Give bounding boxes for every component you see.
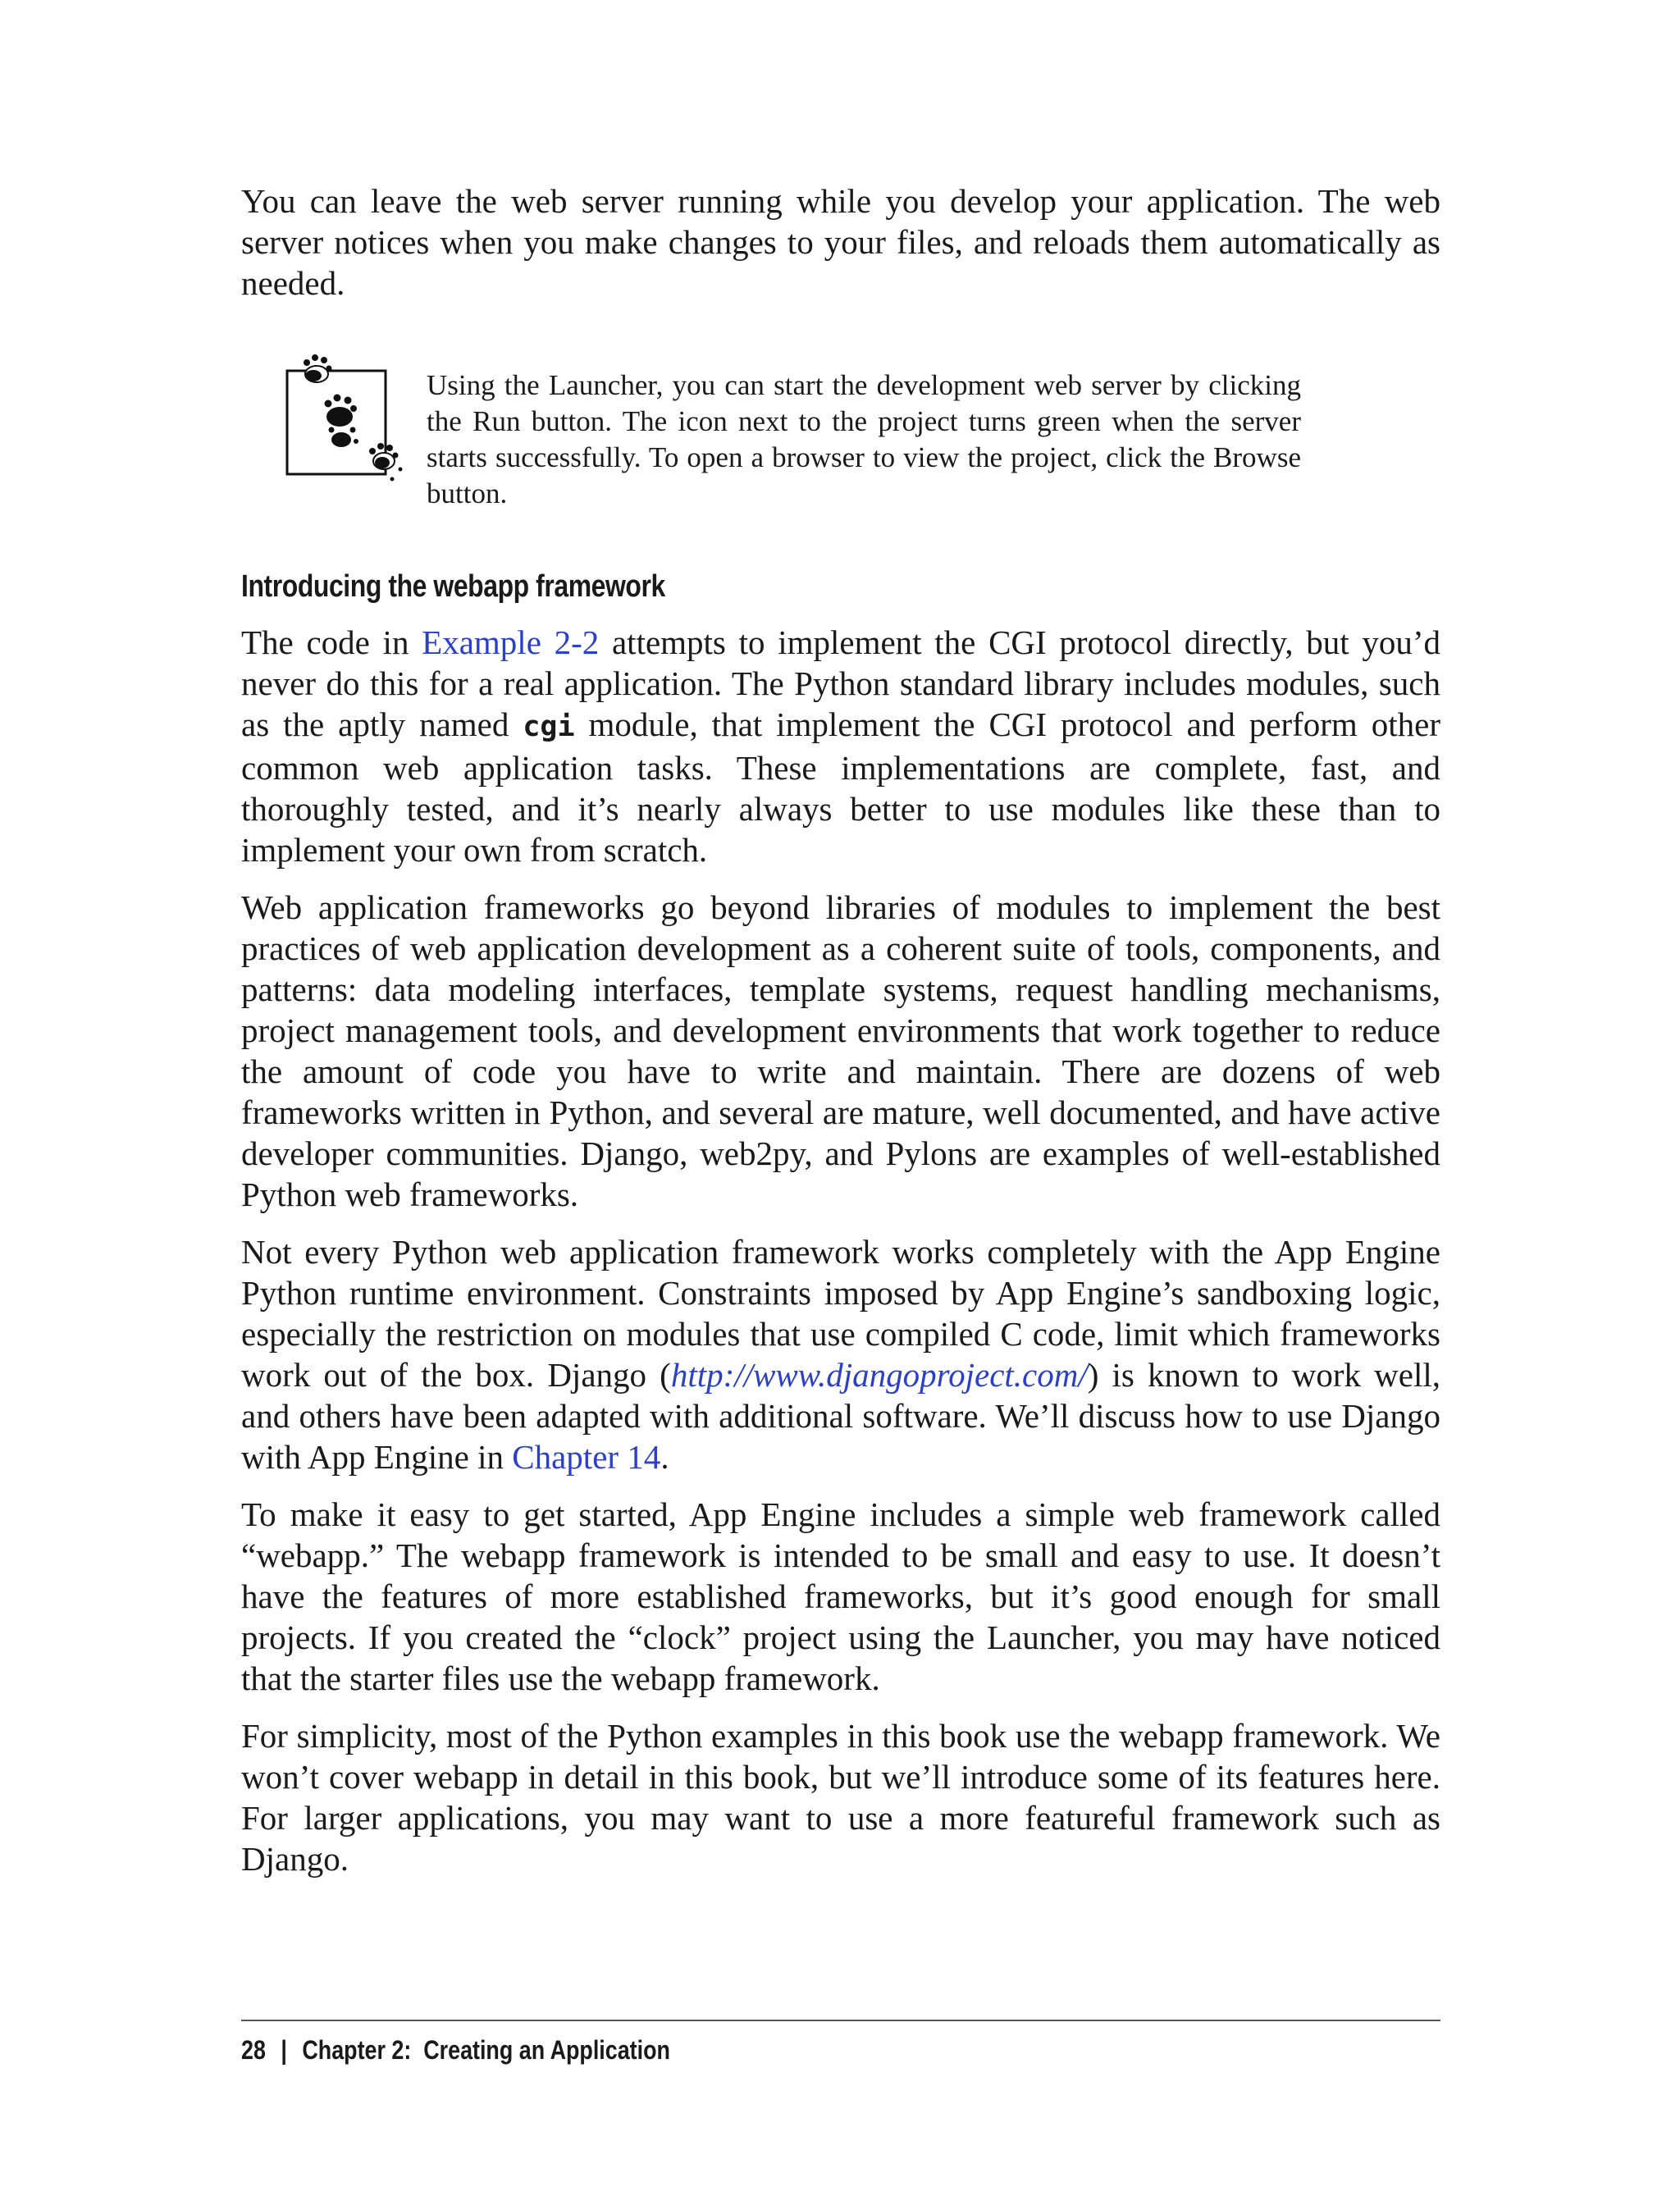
paragraph-frameworks: Web application frameworks go beyond libraries of modules to implement the best practices of web application development as a coherent suite of tools, components, and patterns: data modeling interfaces, template systems, request handling mechanisms, project management tools, and development environments that work together to reduce the amount of code you have to write and maintain. There are dozens of web frameworks written in Python, and several are mature, well documented, and have active developer communities. Django, web2py, and Pylons are examples of well-established Python web frameworks. — [241, 888, 1440, 1213]
paragraph-text: attempts to implement the CGI protocol directly, but you’d never do this for a real application. The Python standard library includes modules, such as the aptly named — [241, 623, 1441, 743]
paragraph-cgi — [241, 622, 1440, 870]
intro-paragraph: You can leave the web server running while you develop your application. The web server notices when you make changes to your files, and reloads them automatically as needed. — [241, 182, 1440, 302]
section-body — [241, 622, 1440, 1896]
chapter-title: Chapter 2: Creating an Application — [302, 2035, 670, 2065]
page-number: 28 — [241, 2035, 266, 2065]
cgi-code: cgi — [523, 710, 575, 743]
paragraph-text: The code in — [241, 623, 422, 661]
example-2-2-link[interactable]: Example 2-2 — [422, 623, 600, 661]
tip-note-text: Using the Launcher, you can start the development web server by clicking the Run button. The icon next to the project turns green when the server starts successfully. To open a browser to view the project, click the Browse button. — [427, 369, 1301, 509]
section-heading: Introducing the webapp framework — [241, 569, 665, 604]
paragraph-text: ) is known to work well, and others have been adapted with additional software. We’ll discuss how to use Django with App Engine in — [241, 1356, 1441, 1476]
paragraph-simplicity: For simplicity, most of the Python examples in this book use the webapp framework. We won’t cover webapp in detail in this book, but we’ll introduce some of its features here. For larger applications, you may want to use a more featureful framework such as Django. — [241, 1717, 1440, 1878]
footer-rule — [241, 2020, 1440, 2021]
tip-note — [284, 338, 1301, 518]
chapter-14-link[interactable]: Chapter 14 — [512, 1438, 661, 1476]
paragraph-text: Not every Python web application framework works completely with the App Engine Python runtime environment. Constraints imposed by App Engine’s sandboxing logic, especially the restriction on modules that use compiled C code, limit which frameworks work out of the box. Django ( — [241, 1233, 1440, 1394]
django-url-link[interactable]: http://www.djangoproject.com/ — [670, 1356, 1088, 1394]
paragraph-webapp-intro: To make it easy to get started, App Engine includes a simple web framework called “webapp.” The webapp framework is intended to be small and easy to use. It doesn’t have the features of more established frameworks, but it’s good enough for small projects. If you created the “clock” project using the Launcher, you may have noticed that the starter files use the webapp framework. — [241, 1495, 1440, 1697]
page-footer — [241, 2029, 670, 2070]
paragraph-text: . — [660, 1438, 669, 1476]
paragraph-app-engine-runtime — [241, 1231, 1440, 1477]
paragraph-text: module, that implement the CGI protocol and perform other common web application tasks. These implementations are complete, fast, and thoroughly tested, and it’s nearly always better to use modules like these than to implement your own from scratch. — [241, 705, 1440, 869]
footer-separator: | — [281, 2035, 287, 2065]
paw-prints-tip-icon — [284, 338, 407, 486]
